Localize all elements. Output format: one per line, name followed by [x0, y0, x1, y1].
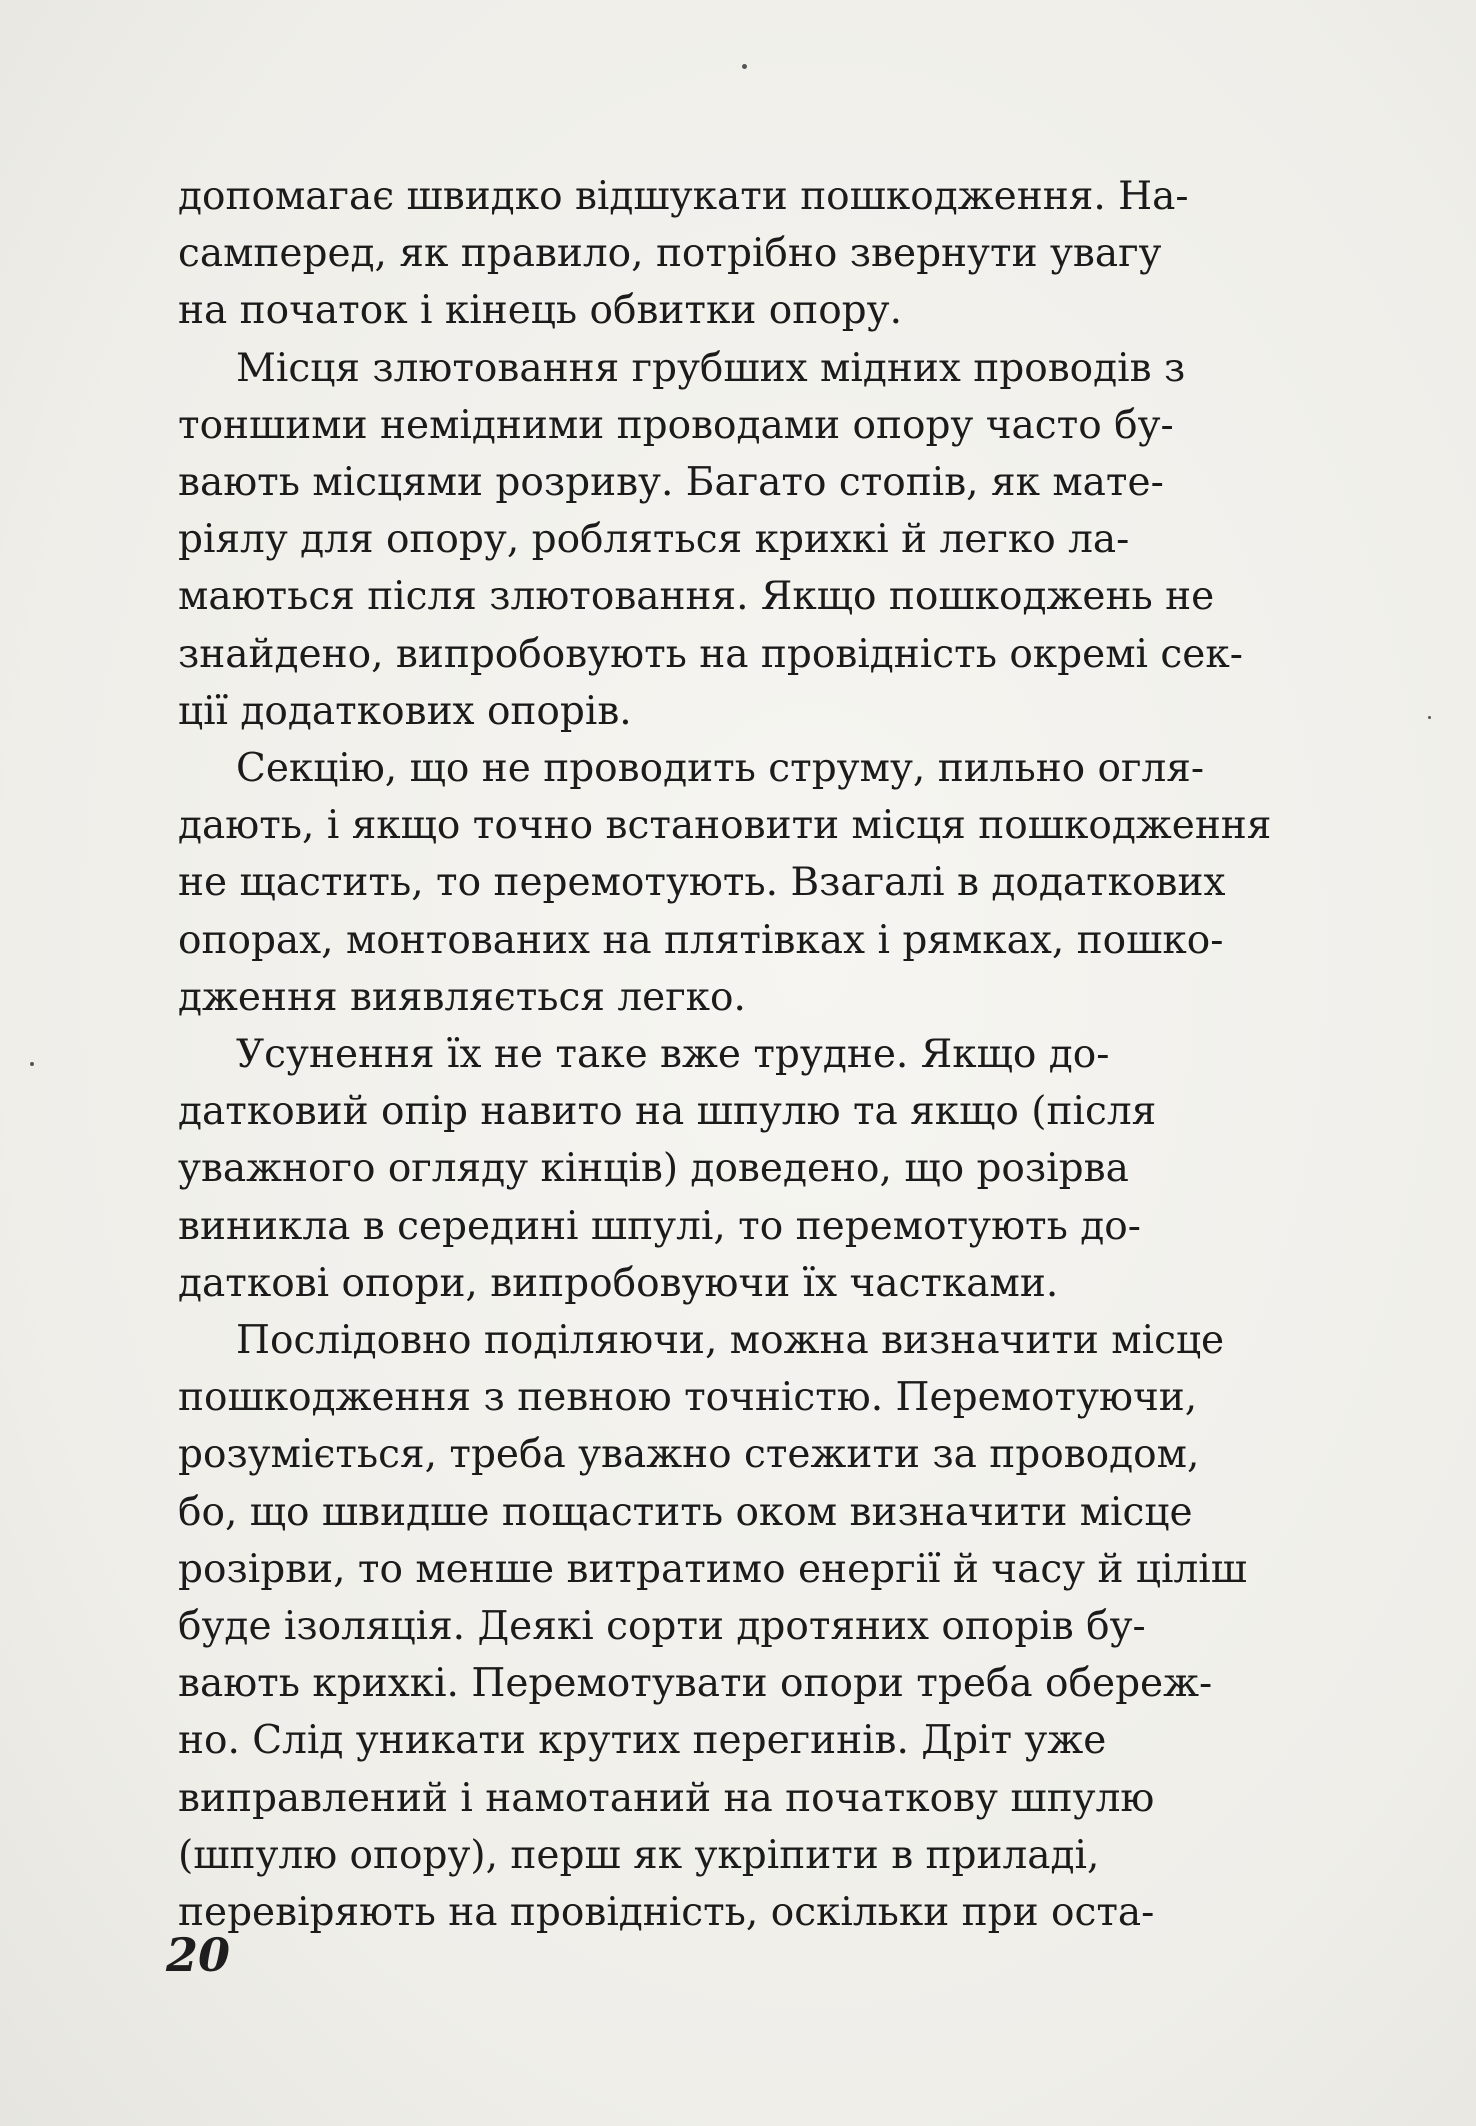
- dust-speck: [742, 64, 747, 69]
- paragraph-1: допомагає швидко відшукати пошкодження. На- самперед, як правило, потрібно звернути увагу на початок і кінець обвитки опору.: [178, 174, 1189, 334]
- paragraph-4: Усунення їх не таке вже трудне. Якщо до- датковий опір навито на шпулю та якщо (після уважного огляду кінців) доведено, що розірва виникла в середині шпулі, то перемотують до- даткові опори, випробовуючи їх частками.: [178, 1032, 1157, 1306]
- paragraph-5: Послідовно поділяючи, можна визначити місце пошкодження з певною точністю. Перемотуючи, розуміється, треба уважно стежити за проводом, бо, що швидше пощастить оком визначити місце розірви, то менше витратимо енергії й часу й ціліш буде ізоляція. Деякі сорти дротяних опорів бу- вають крихкі. Перемотувати опори треба обереж- но. Слід уникати крутих перегинів. Дріт уже виправлений і намотаний на початкову шпулю (шпулю опору), перш як укріпити в приладі, перевіряють на провідність, оскільки при оста-: [178, 1318, 1247, 1936]
- page-number: 20: [166, 1928, 231, 1982]
- paragraph-2: Місця злютовання грубших мідних проводів з тоншими немідними проводами опору часто бу- вають місцями розриву. Багато стопів, як мате- ріялу для опору, робляться крихкі й легко ла- маються після злютовання. Якщо пошкоджень не знайдено, випробовують на провідність окремі сек- ції додаткових опорів.: [178, 345, 1243, 734]
- dust-speck: [30, 1062, 34, 1066]
- paragraph-3: Секцію, що не проводить струму, пильно огля- дають, і якщо точно встановити місця пошкодження не щастить, то перемотують. Взагалі в додаткових опорах, монтованих на плятівках і рямках, пошко- дження виявляється легко.: [178, 746, 1272, 1020]
- body-text: [178, 168, 1431, 1941]
